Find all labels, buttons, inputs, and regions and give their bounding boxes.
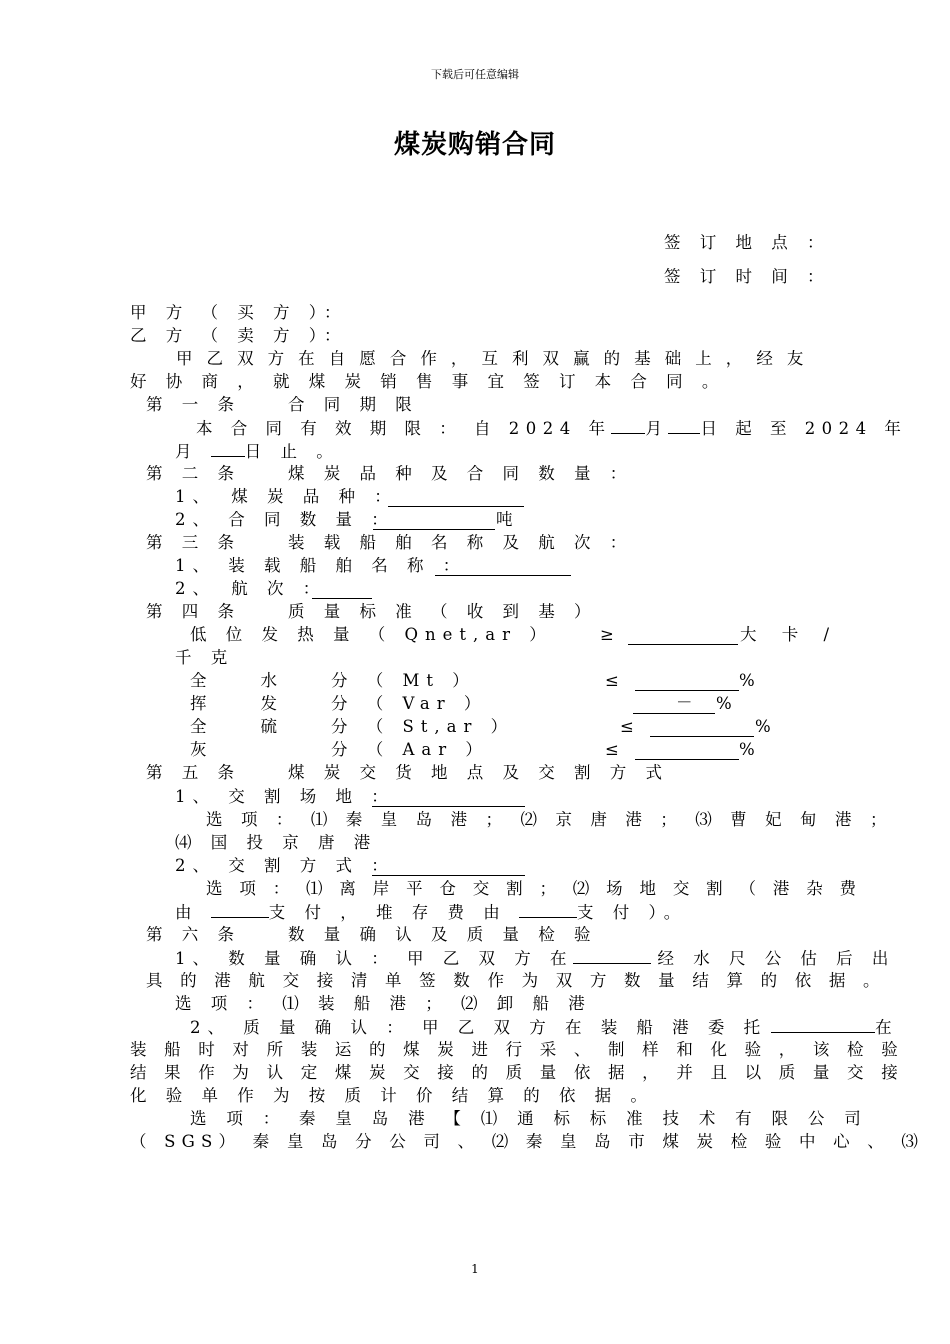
volatile-dash: － [676, 693, 693, 712]
quantity-confirm-tail: 经 水 尺 公 估 后 出 [657, 949, 896, 968]
article-5-title: 第 五 条 煤 炭 交 货 地 点 及 交 割 方 式 [146, 763, 669, 782]
contract-quantity-label: 2、 合 同 数 量 ： [175, 510, 395, 529]
ash-field[interactable] [635, 743, 739, 760]
quantity-confirm-text: 1、 数 量 确 认 ： 甲 乙 双 方 在 [175, 949, 574, 968]
article-2-title: 第 二 条 煤 炭 品 种 及 合 同 数 量 ： [146, 464, 634, 483]
moisture-symbol: ≤ [605, 671, 619, 690]
sulfur-pct: % [755, 717, 771, 736]
article-1-title: 第 一 条 合 同 期 限 [146, 395, 419, 414]
quality-confirm-line-4: 化 验 单 作 为 按 质 计 价 结 算 的 依 据 。 [130, 1086, 654, 1105]
intro-line-2: 好 协 商 ， 就 煤 炭 销 售 事 宜 签 订 本 合 同 。 [130, 372, 726, 391]
volatile-field[interactable] [633, 697, 715, 714]
moisture-label: 全 水 分 （ Mt ） [190, 671, 476, 690]
day-blank[interactable] [668, 417, 700, 434]
quality-confirm-text: 2、 质 量 确 认 ： 甲 乙 双 方 在 装 船 港 委 托 [190, 1018, 768, 1037]
ship-name-field[interactable] [435, 559, 571, 576]
volatile-label: 挥 发 分 （ Var ） [190, 694, 488, 713]
ash-pct: % [739, 740, 755, 759]
heat-value-label: 低 位 发 热 量 （ Qnet,ar ） [190, 625, 553, 644]
end-day-blank[interactable] [211, 440, 245, 457]
pay-suffix: 支 付 ）。 [576, 903, 688, 922]
page-header-note: 下载后可任意编辑 [431, 68, 519, 81]
voyage-field[interactable] [312, 582, 372, 599]
storage-fee-text: 支 付 ， 堆 存 费 由 [268, 903, 507, 922]
heat-unit-1: 大 卡 / [740, 625, 840, 644]
coal-type-field[interactable] [388, 490, 524, 507]
delivery-method-label: 2、 交 割 方 式 ： [175, 856, 395, 875]
port-fee-payer-prefix: 由 [175, 903, 199, 922]
quantity-confirm-line-1 [175, 947, 895, 970]
heat-symbol: ≥ [600, 625, 614, 644]
contract-quantity-field[interactable] [373, 513, 495, 530]
moisture-field[interactable] [635, 674, 739, 691]
month-label: 月 [645, 419, 669, 438]
delivery-method-options-1: 选 项 ： ⑴ 离 岸 平 仓 交 割 ； ⑵ 场 地 交 割 （ 港 杂 费 [206, 879, 862, 898]
quantity-port-blank[interactable] [573, 947, 651, 964]
sulfur-field[interactable] [650, 720, 754, 737]
party-a-label: 甲 方 （ 买 方 ）： [130, 303, 348, 322]
term-end-text: 日 起 至 2024 年 [700, 419, 908, 438]
quality-options-line-1: 选 项 ： 秦 皇 岛 港 【 ⑴ 通 标 标 准 技 术 有 限 公 司 [190, 1109, 869, 1128]
delivery-place-field[interactable] [372, 790, 525, 807]
delivery-method-options-2 [175, 901, 687, 924]
quality-confirm-line-1 [190, 1016, 899, 1039]
coal-type-label: 1、 煤 炭 品 种 ： [175, 487, 398, 506]
quality-options-line-2: （ SGS） 秦 皇 岛 分 公 司 、 ⑵ 秦 皇 岛 市 煤 炭 检 验 中 心 、 ⑶ [130, 1132, 925, 1151]
sulfur-label: 全 硫 分 （ St,ar ） [190, 717, 515, 736]
heat-unit-2: 千 克 [175, 648, 235, 667]
quantity-confirm-line-2: 具 的 港 航 交 接 清 单 签 数 作 为 双 方 数 量 结 算 的 依 据 。 [146, 971, 886, 990]
party-b-label: 乙 方 （ 卖 方 ）： [130, 326, 348, 345]
quantity-confirm-options: 选 项 ： ⑴ 装 船 港 ； ⑵ 卸 船 港 [175, 994, 592, 1013]
page-number: 1 [471, 1262, 479, 1276]
quality-confirm-line-2: 装 船 时 对 所 装 运 的 煤 炭 进 行 采 、 制 样 和 化 验 ， 该 检 验 [130, 1040, 904, 1059]
storage-fee-payer-blank[interactable] [519, 901, 577, 918]
intro-line-1: 甲 乙 双 方 在 自 愿 合 作 ， 互 利 双 赢 的 基 础 上 ， 经 友 [176, 349, 808, 368]
article-4-title: 第 四 条 质 量 标 准 （ 收 到 基 ） [146, 602, 598, 621]
sign-time-label: 签 订 时 间 ： [664, 267, 831, 286]
delivery-place-label: 1、 交 割 场 地 ： [175, 787, 395, 806]
inspection-agency-blank[interactable] [771, 1016, 875, 1033]
ton-unit: 吨 [496, 510, 513, 529]
ash-symbol: ≤ [605, 740, 619, 759]
month-blank[interactable] [611, 417, 645, 434]
delivery-method-field[interactable] [372, 859, 525, 876]
moisture-pct: % [739, 671, 755, 690]
end-day-label: 日 止 。 [244, 442, 340, 461]
ship-name-label: 1、 装 载 船 舶 名 称 ： [175, 556, 467, 575]
volatile-pct: % [716, 694, 732, 713]
delivery-place-options-2: ⑷ 国 投 京 唐 港 [175, 833, 378, 852]
article-1-line-1 [196, 417, 907, 440]
port-fee-payer-blank[interactable] [211, 901, 269, 918]
sulfur-symbol: ≤ [620, 717, 634, 736]
heat-value-field[interactable] [628, 628, 738, 645]
article-6-title: 第 六 条 数 量 确 认 及 质 量 检 验 [146, 925, 598, 944]
delivery-place-options-1: 选 项 ： ⑴ 秦 皇 岛 港 ； ⑵ 京 唐 港 ； ⑶ 曹 妃 甸 港 ； [206, 810, 894, 829]
page-title: 煤炭购销合同 [393, 130, 556, 160]
article-3-title: 第 三 条 装 载 船 舶 名 称 及 航 次 ： [146, 533, 634, 552]
end-month-label: 月 [175, 442, 199, 461]
quality-confirm-tail: 在 [875, 1018, 899, 1037]
article-1-line-2 [175, 440, 340, 463]
quality-confirm-line-3: 结 果 作 为 认 定 煤 炭 交 接 的 质 量 依 据 ， 并 且 以 质 量 交 接 [130, 1063, 904, 1082]
ash-label: 灰 分 （ Aar ） [190, 740, 489, 759]
voyage-label: 2、 航 次 ： [175, 579, 327, 598]
article-1-term-text: 本 合 同 有 效 期 限 ： 自 2024 年 [196, 419, 612, 438]
sign-place-label: 签 订 地 点 ： [664, 233, 831, 252]
